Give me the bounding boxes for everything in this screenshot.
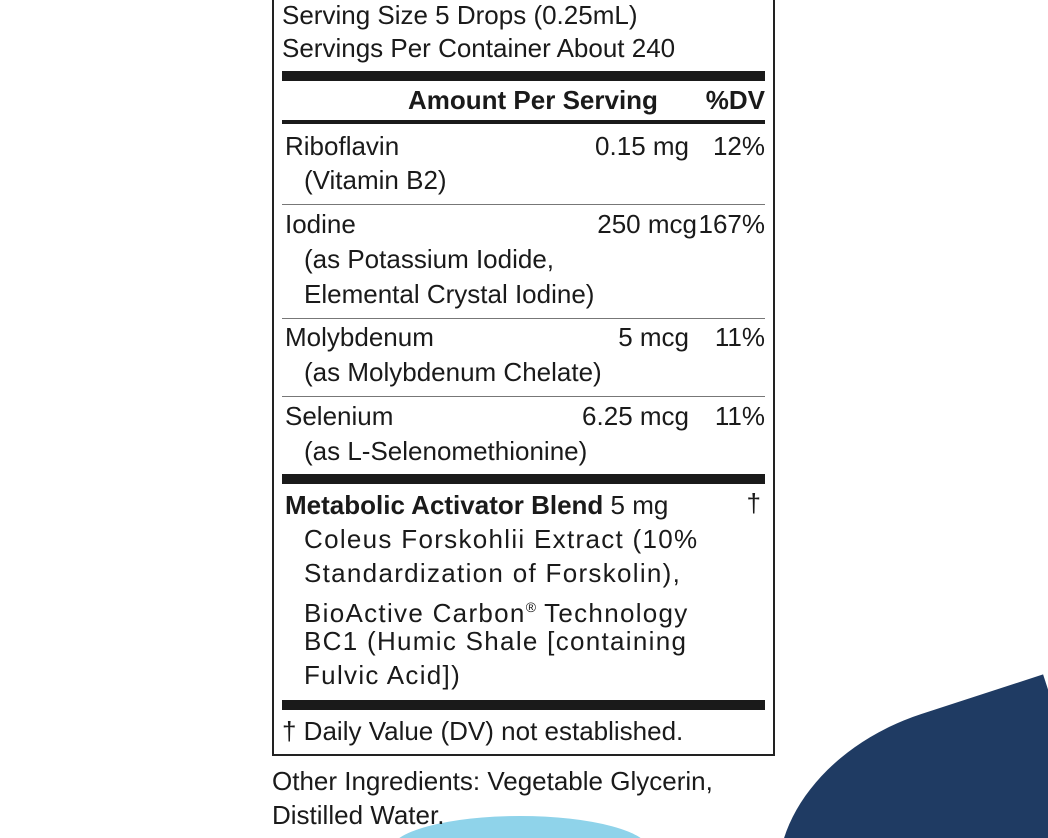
nutrient-name: Molybdenum [285, 322, 434, 352]
nutrient-dv: 11% [714, 322, 765, 352]
blend-amount: 5 mg [610, 490, 669, 520]
nutrient-source: (as Potassium Iodide, [304, 244, 555, 274]
dv-header: %DV [705, 85, 765, 115]
nutrient-source: (as L-Selenomethionine) [304, 436, 588, 466]
other-ingredients-line: Distilled Water. [272, 800, 445, 830]
nutrient-amount: 5 mcg [618, 322, 689, 352]
header-divider [282, 120, 765, 124]
nutrient-dv: 11% [714, 401, 765, 431]
nutrient-amount: 250 mcg [597, 209, 697, 239]
blend-ingredient-line: Coleus Forskohlii Extract (10% [304, 524, 699, 554]
nutrient-source: (as Molybdenum Chelate) [304, 357, 602, 387]
blend-title: Metabolic Activator Blend [285, 490, 604, 520]
amount-per-serving-header: Amount Per Serving [408, 85, 658, 115]
blend-dv: † [746, 488, 761, 518]
nutrient-amount: 6.25 mcg [582, 401, 689, 431]
nutrient-name: Riboflavin [285, 131, 400, 161]
thick-divider [282, 700, 765, 710]
dv-footnote: † Daily Value (DV) not established. [282, 716, 684, 746]
supplement-facts-panel [272, 0, 775, 756]
row-divider [282, 318, 765, 319]
decorative-dark-swoosh [739, 674, 1048, 838]
registered-mark: ® [525, 599, 537, 615]
nutrient-name: Iodine [285, 209, 356, 239]
blend-ingredient-text: Technology [536, 598, 689, 628]
serving-size: Serving Size 5 Drops (0.25mL) [282, 0, 638, 30]
other-ingredients-line: Other Ingredients: Vegetable Glycerin, [272, 766, 713, 796]
blend-heading [285, 488, 668, 522]
row-divider [282, 396, 765, 397]
thick-divider [282, 474, 765, 484]
servings-per-container: Servings Per Container About 240 [282, 33, 676, 63]
nutrient-dv: 12% [712, 131, 765, 161]
nutrient-source: Elemental Crystal Iodine) [304, 279, 595, 309]
nutrient-dv: 167% [698, 209, 765, 239]
blend-ingredient-text: BioActive Carbon [304, 598, 526, 628]
blend-ingredient-line: Standardization of Forskolin), [304, 558, 682, 588]
nutrient-name: Selenium [285, 401, 394, 431]
blend-ingredient-line: Fulvic Acid]) [304, 660, 462, 690]
row-divider [282, 204, 765, 205]
nutrient-source: (Vitamin B2) [304, 165, 447, 195]
nutrient-amount: 0.15 mg [595, 131, 689, 161]
blend-ingredient-line: BC1 (Humic Shale [containing [304, 626, 688, 656]
thick-divider [282, 71, 765, 81]
